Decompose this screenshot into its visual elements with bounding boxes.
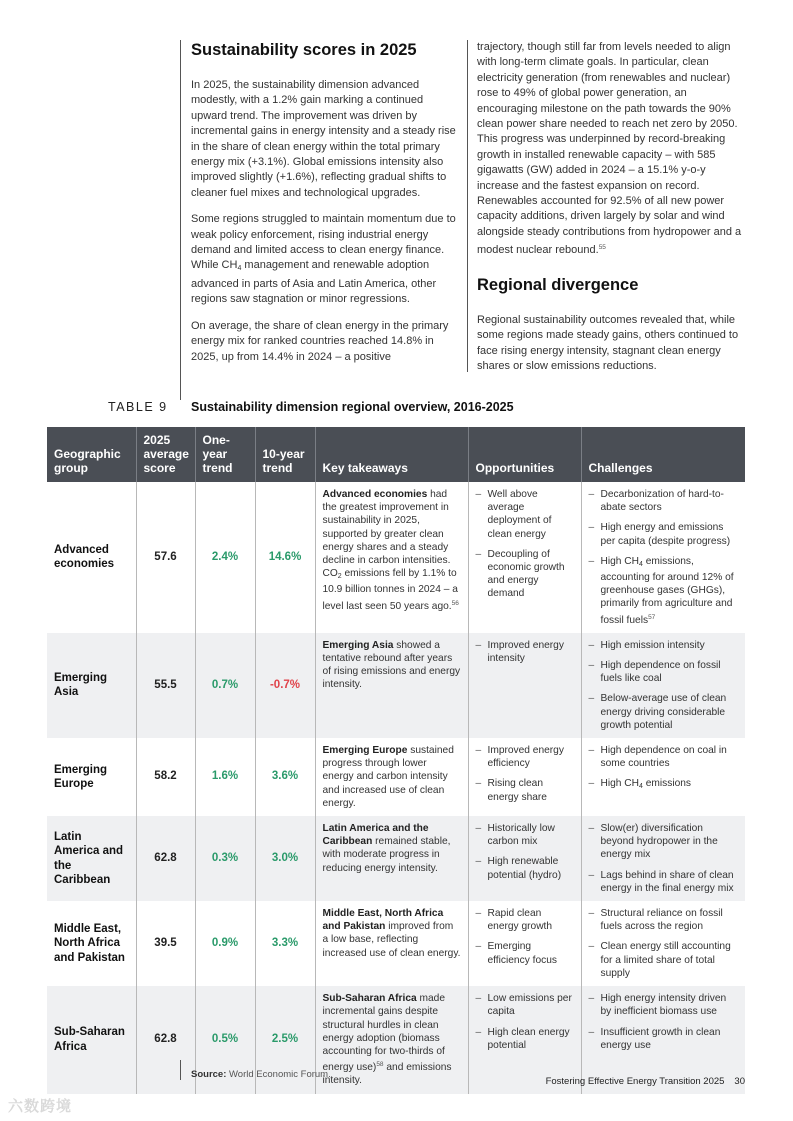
report-title: Fostering Effective Energy Transition 2025 [545, 1076, 725, 1087]
one-year-trend: 0.5% [195, 986, 255, 1093]
list-item: – Well above average deployment of clean energy [476, 488, 574, 541]
ten-year-trend: -0.7% [255, 633, 315, 738]
table-title: Sustainability dimension regional overview, 2016-2025 [191, 400, 514, 414]
header-one-year: One-year trend [195, 427, 255, 482]
score: 39.5 [136, 901, 195, 986]
right-column [477, 40, 747, 385]
left-margin-rule [180, 40, 181, 400]
section-heading: Sustainability scores in 2025 [191, 41, 417, 59]
opportunities [468, 738, 581, 816]
table-label: TABLE 9 [108, 400, 168, 414]
key-takeaway: Emerging Asia showed a tentative rebound after years of rising emissions and energy intensity. [315, 633, 468, 738]
opportunities [468, 816, 581, 901]
group-name: Advanced economies [47, 482, 136, 633]
list-item: – Decarbonization of hard-to-abate sectors [589, 488, 739, 514]
table-row [47, 738, 745, 816]
list-item: – Clean energy still accounting for a limited share of total supply [589, 940, 739, 980]
ten-year-trend: 3.0% [255, 816, 315, 901]
key-takeaway: Emerging Europe sustained progress through lower energy and carbon intensity and increased use of clean energy. [315, 738, 468, 816]
score: 55.5 [136, 633, 195, 738]
list-item: – Lags behind in share of clean energy in the final energy mix [589, 869, 739, 895]
list-item: – Improved energy intensity [476, 639, 574, 665]
list-item: – Low emissions per capita [476, 992, 574, 1018]
list-item: – High $CH_4$ emissions, accounting for around 12% of greenhouse gases (GHGs), primarily from agriculture and fossil fuels$^{57}$ [589, 555, 739, 627]
header-group: Geographic group [47, 427, 136, 482]
challenges [581, 633, 745, 738]
group-name: Emerging Europe [47, 738, 136, 816]
one-year-trend: 0.7% [195, 633, 255, 738]
header-ten-year: 10-year trend [255, 427, 315, 482]
header-takeaways: Key takeaways [315, 427, 468, 482]
column-divider [467, 40, 468, 372]
challenges [581, 738, 745, 816]
list-item: – High clean energy potential [476, 1026, 574, 1052]
table-row [47, 901, 745, 986]
regional-overview-table [47, 427, 745, 1094]
ten-year-trend: 14.6% [255, 482, 315, 633]
paragraph-5: Regional sustainability outcomes revealed that, while some regions made steady gains, others continued to face rising energy intensity, stagnant clean energy shares or slow emissions reductions. [477, 313, 739, 372]
header-score: 2025 average score [136, 427, 195, 482]
list-item: – High energy intensity driven by inefficient biomass use [589, 992, 739, 1018]
one-year-trend: 0.3% [195, 816, 255, 901]
section-heading-2: Regional divergence [477, 275, 639, 294]
table-row [47, 816, 745, 901]
header-opportunities: Opportunities [468, 427, 581, 482]
list-item: – Emerging efficiency focus [476, 940, 574, 966]
list-item: – High dependence on fossil fuels like coal [589, 659, 739, 685]
group-name: Sub-Saharan Africa [47, 986, 136, 1093]
page-number: 30 [734, 1076, 745, 1087]
group-name: Latin America and the Caribbean [47, 816, 136, 901]
one-year-trend: 1.6% [195, 738, 255, 816]
group-name: Middle East, North Africa and Pakistan [47, 901, 136, 986]
page-footer [546, 1076, 745, 1087]
challenges [581, 816, 745, 901]
watermark: 六数跨境 [8, 1098, 73, 1115]
table-row [47, 482, 745, 633]
source-note: Source: World Economic Forum. [191, 1069, 331, 1080]
list-item: – Rising clean energy share [476, 777, 574, 803]
table-header-row [47, 427, 745, 482]
group-name: Emerging Asia [47, 633, 136, 738]
opportunities [468, 482, 581, 633]
footer-rule [180, 1060, 181, 1080]
list-item: – Structural reliance on fossil fuels across the region [589, 907, 739, 933]
list-item: – Slow(er) diversification beyond hydropower in the energy mix [589, 822, 739, 862]
paragraph-2: Some regions struggled to maintain momentum due to weak policy enforcement, rising industrial energy demand and limited access to clean energy finance. While $CH_4$ management and renewable adoption advanced in parts of Asia and Latin America, other regions saw stagnation or minor regressions. [191, 213, 456, 306]
list-item: – High emission intensity [589, 639, 739, 652]
one-year-trend: 2.4% [195, 482, 255, 633]
score: 57.6 [136, 482, 195, 633]
ten-year-trend: 2.5% [255, 986, 315, 1093]
challenges [581, 901, 745, 986]
table-row [47, 633, 745, 738]
key-takeaway: Advanced economies had the greatest improvement in sustainability in 2025, supported by greater clean energy shares and a steady decline in carbon intensities. $CO_2$ emissions fell by 1.1% to 10.9 billion tonnes in 2024 – a level last seen 50 years ago.$^{56}$ [315, 482, 468, 633]
score: 62.8 [136, 816, 195, 901]
list-item: – Improved energy efficiency [476, 744, 574, 770]
opportunities [468, 633, 581, 738]
ten-year-trend: 3.6% [255, 738, 315, 816]
ten-year-trend: 3.3% [255, 901, 315, 986]
list-item: – High renewable potential (hydro) [476, 855, 574, 881]
key-takeaway: Middle East, North Africa and Pakistan improved from a low base, reflecting increased use of clean energy. [315, 901, 468, 986]
score: 62.8 [136, 986, 195, 1093]
list-item: – Insufficient growth in clean energy use [589, 1026, 739, 1052]
key-takeaway: Sub-Saharan Africa made incremental gains despite structural hurdles in clean energy adoption (biomass accounting for two-thirds of energy use)$^{58}$ and emissions intensity. [315, 986, 468, 1093]
score: 58.2 [136, 738, 195, 816]
list-item: – Historically low carbon mix [476, 822, 574, 848]
list-item: – Below-average use of clean energy driving considerable growth potential [589, 692, 739, 732]
one-year-trend: 0.9% [195, 901, 255, 986]
left-column [191, 40, 459, 376]
list-item: – Decoupling of economic growth and energy demand [476, 548, 574, 601]
list-item: – High energy and emissions per capita (despite progress) [589, 521, 739, 547]
header-challenges: Challenges [581, 427, 745, 482]
paragraph-4: trajectory, though still far from levels needed to align with long-term climate goals. In particular, clean electricity generation (from renewables and nuclear) rose to 49% of global power generation, an encouraging milestone on the path towards the 90% clean power share needed to reach net zero by 2050. This progress was underpinned by record-breaking growth in installed renewable capacity – with 585 gigawatts (GW) added in 2024 – a 15.1% y-o-y increase and the fastest expansion on record. Renewables accounted for 92.5% of all new power capacity additions, driven largely by solar and wind alongside steady contributions from hydropower and a modest nuclear rebound.$^{55}$ [477, 41, 742, 257]
challenges [581, 482, 745, 633]
list-item: – High $CH_4$ emissions [589, 777, 739, 793]
paragraph-1: In 2025, the sustainability dimension advanced modestly, with a 1.2% gain marking a continued upward trend. The improvement was driven by incremental gains in energy intensity and a steady rise in the share of clean energy within the total primary energy mix (+3.1%). Global emissions intensity also improved slightly (+1.6%), reflecting gradual shifts to cleaner fuel mixes and technological upgrades. [191, 79, 456, 199]
key-takeaway: Latin America and the Caribbean remained stable, with moderate progress in reducing energy intensity. [315, 816, 468, 901]
list-item: – Rapid clean energy growth [476, 907, 574, 933]
opportunities [468, 901, 581, 986]
list-item: – High dependence on coal in some countries [589, 744, 739, 770]
paragraph-3: On average, the share of clean energy in the primary energy mix for ranked countries reached 14.8% in 2025, up from 14.4% in 2024 – a positive [191, 319, 449, 363]
